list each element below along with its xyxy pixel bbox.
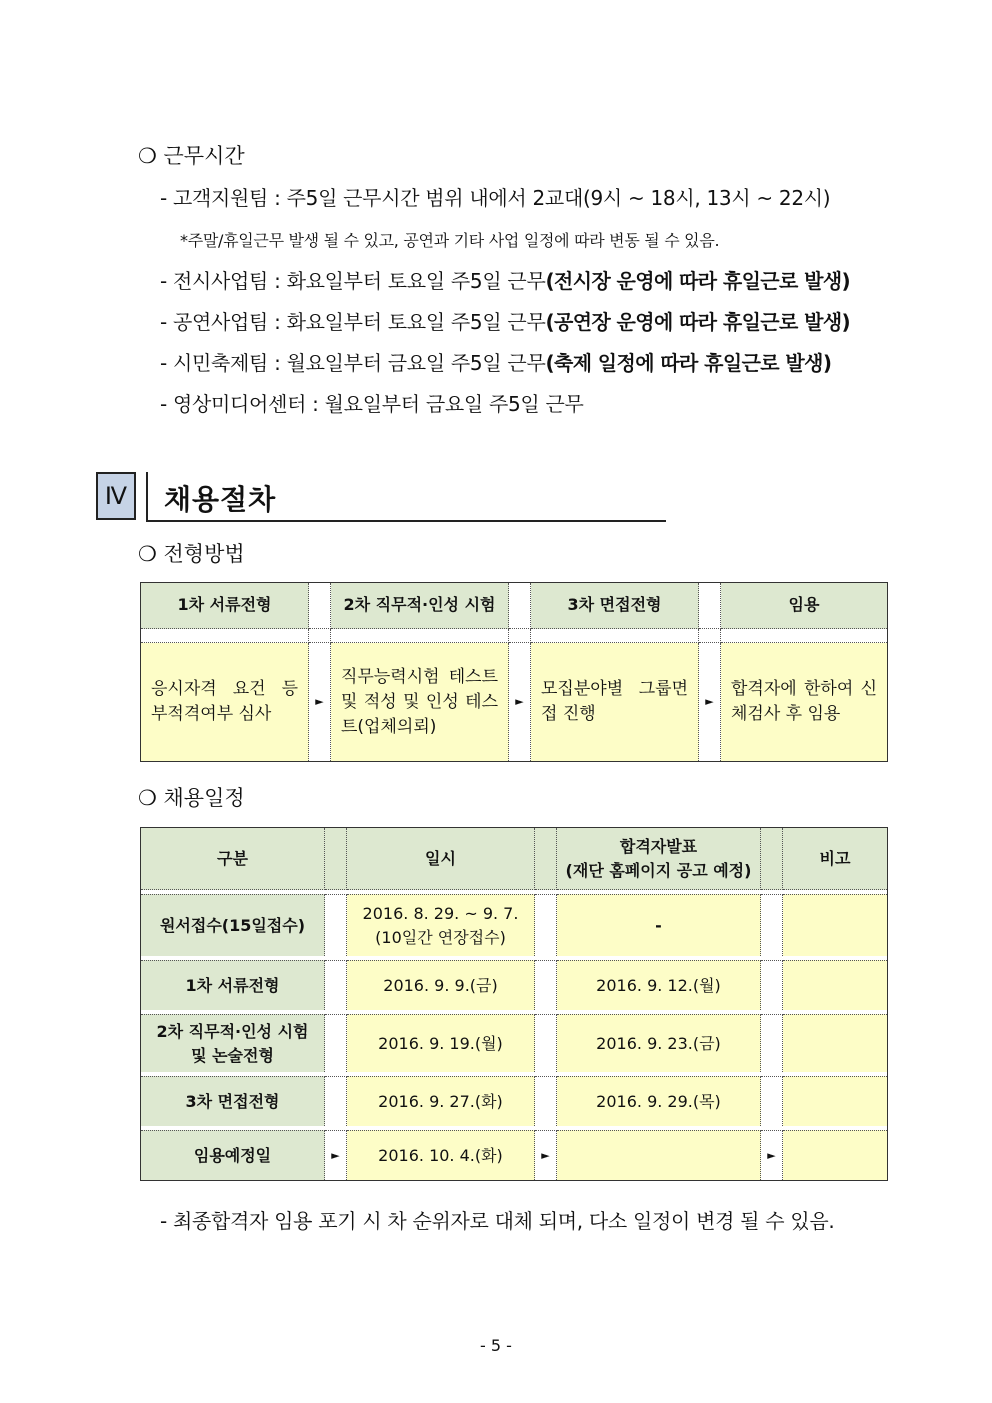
- schedule-row-date: [347, 894, 535, 956]
- arrow-icon: ►: [761, 1130, 783, 1180]
- work-hours-item-text: - 고객지원팀 : 주5일 근무시간 범위 내에서 2교대(9시 ~ 18시, 13시 ~ 22시): [160, 186, 831, 210]
- schedule-spacer: [761, 960, 783, 1010]
- process-step-title: 1차 서류전형: [141, 583, 309, 629]
- schedule-header-result-line2: (재단 홈페이지 공고 예정): [565, 860, 752, 880]
- process-spacer: [331, 629, 509, 643]
- schedule-spacer: [535, 894, 557, 956]
- process-spacer: [309, 583, 331, 629]
- work-hours-item-text: - 영상미디어센터 : 월요일부터 금요일 주5일 근무: [160, 392, 584, 416]
- schedule-row-result: 2016. 9. 23.(금): [557, 1014, 761, 1072]
- schedule-row-note: [783, 1130, 887, 1180]
- schedule-spacer: [761, 828, 783, 890]
- work-hours-item: [160, 347, 831, 376]
- schedule-spacer: [325, 828, 347, 890]
- work-hours-item: [160, 182, 830, 211]
- section-title: 채용절차: [164, 483, 277, 516]
- process-table: [140, 582, 888, 762]
- process-step-desc: [141, 643, 309, 761]
- arrow-icon: ►: [535, 1130, 557, 1180]
- schedule-header-result: [557, 828, 761, 890]
- process-spacer: [699, 583, 721, 629]
- schedule-spacer: [761, 1076, 783, 1126]
- schedule-header-result-line1: 합격자발표: [619, 836, 698, 856]
- process-step-desc-text: 직무능력시험 테스트 및 적성 및 인성 테스트(업체의뢰): [341, 666, 498, 737]
- schedule-row-label: 원서접수(15일접수): [141, 894, 325, 956]
- schedule-row-date: 2016. 10. 4.(화): [347, 1130, 535, 1180]
- schedule-row-label: 1차 서류전형: [141, 960, 325, 1010]
- process-step-title: 3차 면접전형: [531, 583, 699, 629]
- schedule-spacer: [535, 828, 557, 890]
- schedule-row-date: 2016. 9. 19.(월): [347, 1014, 535, 1072]
- schedule-header-date: 일시: [347, 828, 535, 890]
- arrow-icon: ►: [699, 643, 721, 761]
- work-hours-item-bold: (전시장 운영에 따라 휴일근로 발생): [545, 269, 851, 293]
- schedule-spacer: [325, 1076, 347, 1126]
- schedule-table: [140, 827, 888, 1181]
- schedule-row-date: 2016. 9. 27.(화): [347, 1076, 535, 1126]
- process-spacer: [721, 629, 887, 643]
- schedule-row-note: [783, 1076, 887, 1126]
- schedule-spacer: [535, 1014, 557, 1072]
- section-divider: [146, 472, 148, 522]
- process-spacer: [509, 629, 531, 643]
- footer-note: - 최종합격자 임용 포기 시 차 순위자로 대체 되며, 다소 일정이 변경 될 수 있음.: [160, 1209, 835, 1233]
- process-step-desc-text: 합격자에 한하여 신체검사 후 임용: [731, 679, 877, 724]
- process-step-desc-text: 모집분야별 그룹면접 진행: [541, 679, 688, 724]
- schedule-spacer: [761, 1014, 783, 1072]
- process-step-desc: [331, 643, 509, 761]
- schedule-header-category: 구분: [141, 828, 325, 890]
- schedule-row-label: 임용예정일: [141, 1130, 325, 1180]
- schedule-spacer: [325, 960, 347, 1010]
- process-spacer: [141, 629, 309, 643]
- page-number: - 5 -: [480, 1336, 512, 1355]
- schedule-heading: ❍ 채용일정: [138, 786, 245, 810]
- process-spacer: [699, 629, 721, 643]
- schedule-row-date: 2016. 9. 9.(금): [347, 960, 535, 1010]
- schedule-row-result: -: [557, 894, 761, 956]
- process-spacer: [309, 629, 331, 643]
- schedule-row-label-line1: 2차 직무적·인성 시험: [156, 1021, 309, 1041]
- process-step-title: 2차 직무적·인성 시험: [331, 583, 509, 629]
- schedule-spacer: [535, 960, 557, 1010]
- process-step-desc: [531, 643, 699, 761]
- work-hours-item-bold: (축제 일정에 따라 휴일근로 발생): [545, 351, 832, 375]
- process-step-desc: [721, 643, 887, 761]
- work-hours-heading: ❍ 근무시간: [138, 144, 245, 168]
- schedule-row-date-line2: (10일간 연장접수): [375, 927, 506, 947]
- work-hours-item-text: - 공연사업팀 : 화요일부터 토요일 주5일 근무: [160, 310, 546, 334]
- work-hours-item-text: - 전시사업팀 : 화요일부터 토요일 주5일 근무: [160, 269, 546, 293]
- schedule-row-note: [783, 960, 887, 1010]
- work-hours-note: *주말/휴일근무 발생 될 수 있고, 공연과 기타 사업 일정에 따라 변동 될 수 있음.: [180, 231, 720, 250]
- arrow-icon: ►: [309, 643, 331, 761]
- schedule-row-note: [783, 894, 887, 956]
- process-heading: ❍ 전형방법: [138, 542, 245, 566]
- arrow-icon: ►: [509, 643, 531, 761]
- schedule-row-date-line1: 2016. 8. 29. ~ 9. 7.: [362, 903, 519, 923]
- schedule-row-label: 3차 면접전형: [141, 1076, 325, 1126]
- schedule-row-result: [557, 1130, 761, 1180]
- schedule-spacer: [325, 1014, 347, 1072]
- schedule-row-label-line2: 및 논술전형: [191, 1045, 274, 1065]
- schedule-row-label: [141, 1014, 325, 1072]
- work-hours-item: [160, 306, 850, 335]
- process-spacer: [531, 629, 699, 643]
- work-hours-item-text: - 시민축제팀 : 월요일부터 금요일 주5일 근무: [160, 351, 546, 375]
- schedule-header-note: 비고: [783, 828, 887, 890]
- schedule-spacer: [325, 894, 347, 956]
- arrow-icon: ►: [325, 1130, 347, 1180]
- work-hours-item: [160, 265, 850, 294]
- process-spacer: [509, 583, 531, 629]
- process-step-desc-text: 응시자격 요건 등 부적격여부 심사: [151, 679, 298, 724]
- section-number-box: Ⅳ: [96, 472, 136, 520]
- schedule-spacer: [535, 1076, 557, 1126]
- schedule-spacer: [761, 894, 783, 956]
- process-step-title: 임용: [721, 583, 887, 629]
- work-hours-item: [160, 388, 584, 417]
- work-hours-item-bold: (공연장 운영에 따라 휴일근로 발생): [545, 310, 851, 334]
- schedule-row-result: 2016. 9. 29.(목): [557, 1076, 761, 1126]
- schedule-row-result: 2016. 9. 12.(월): [557, 960, 761, 1010]
- schedule-row-note: [783, 1014, 887, 1072]
- section-underline: [148, 520, 666, 522]
